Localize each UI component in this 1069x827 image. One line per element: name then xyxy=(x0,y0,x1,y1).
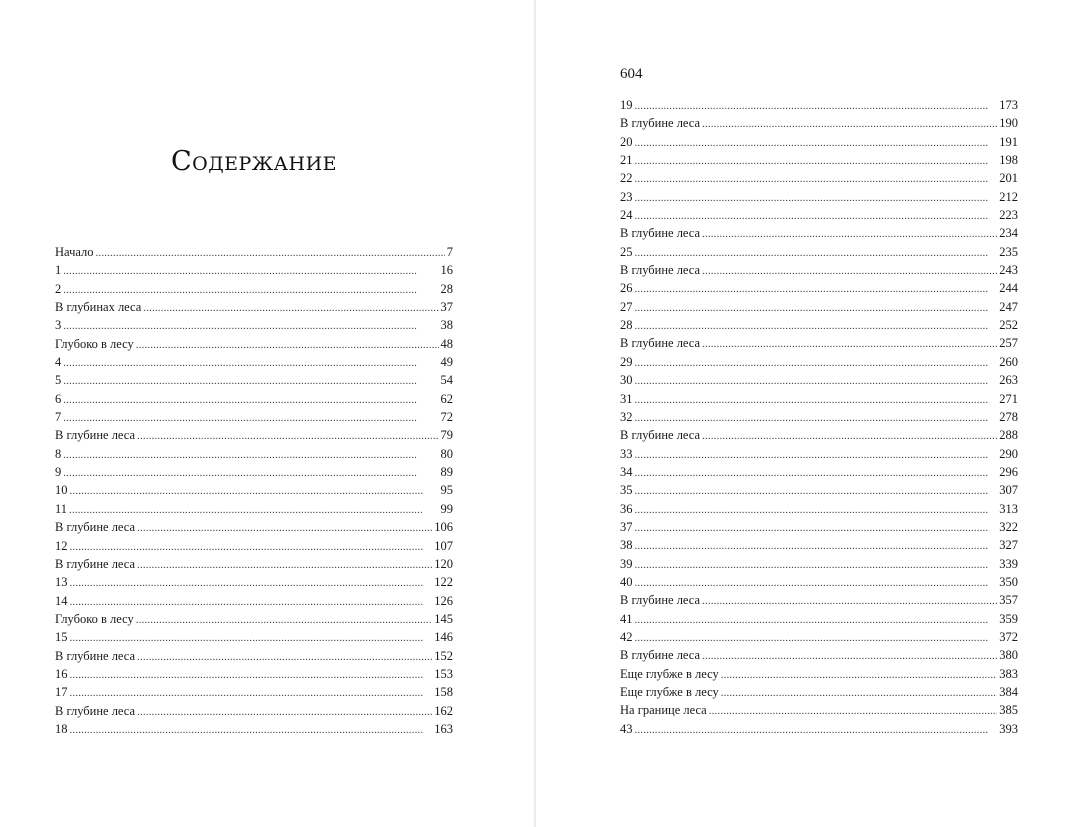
dot-leader xyxy=(635,134,998,152)
toc-entry xyxy=(620,224,1018,242)
toc-entry-title: В глубине леса xyxy=(620,648,701,663)
dot-leader xyxy=(721,684,998,702)
toc-entry xyxy=(55,243,453,261)
toc-entry-page: 247 xyxy=(999,299,1018,314)
dot-leader xyxy=(702,427,997,445)
toc-entry-title: 4 xyxy=(55,355,62,370)
dot-leader xyxy=(70,629,433,647)
toc-entry xyxy=(620,518,1018,536)
dot-leader xyxy=(63,372,438,390)
toc-entry xyxy=(55,610,453,628)
toc-entry xyxy=(620,445,1018,463)
toc-entry xyxy=(620,316,1018,334)
toc-entry-title: В глубине леса xyxy=(620,593,701,608)
dot-leader xyxy=(721,666,998,684)
toc-entry xyxy=(55,573,453,591)
dot-leader xyxy=(635,97,998,115)
toc-entry xyxy=(620,628,1018,646)
toc-entry xyxy=(620,665,1018,683)
toc-entry-page: 260 xyxy=(999,354,1018,369)
toc-entry-page: 278 xyxy=(999,409,1018,424)
toc-entry-page: 54 xyxy=(440,373,453,388)
toc-entry-title: 32 xyxy=(620,409,633,424)
toc-entry xyxy=(620,371,1018,389)
toc-entry xyxy=(620,188,1018,206)
dot-leader xyxy=(70,684,433,702)
dot-leader xyxy=(70,574,433,592)
toc-entry-page: 107 xyxy=(434,538,453,553)
toc-entry-page: 146 xyxy=(434,630,453,645)
toc-entry-page: 380 xyxy=(999,648,1018,663)
toc-entry-title: В глубинах леса xyxy=(55,300,142,315)
toc-entry xyxy=(55,592,453,610)
page-number: 604 xyxy=(620,66,643,82)
dot-leader xyxy=(635,244,998,262)
dot-leader xyxy=(635,721,998,739)
toc-entry-page: 296 xyxy=(999,464,1018,479)
toc-entry-title: Еще глубже в лесу xyxy=(620,666,719,681)
dot-leader xyxy=(635,189,998,207)
toc-entry-title: 31 xyxy=(620,391,633,406)
toc-entry-title: 21 xyxy=(620,153,633,168)
toc-entry-page: 191 xyxy=(999,134,1018,149)
toc-entry xyxy=(55,445,453,463)
toc-entry-page: 252 xyxy=(999,318,1018,333)
toc-entry-title: В глубине леса xyxy=(55,648,136,663)
toc-entry-title: 3 xyxy=(55,318,62,333)
toc-entry-page: 89 xyxy=(440,465,453,480)
dot-leader xyxy=(63,464,438,482)
toc-entry xyxy=(55,261,453,279)
toc-entry-title: 36 xyxy=(620,501,633,516)
toc-entry-page: 153 xyxy=(434,666,453,681)
toc-entry-page: 322 xyxy=(999,519,1018,534)
dot-leader xyxy=(709,702,998,720)
toc-entry-page: 163 xyxy=(434,721,453,736)
toc-entry-page: 79 xyxy=(440,428,453,443)
toc-entry-title: В глубине леса xyxy=(55,556,136,571)
dot-leader xyxy=(635,537,998,555)
toc-entry-page: 350 xyxy=(999,574,1018,589)
toc-entry-title: 34 xyxy=(620,464,633,479)
dot-leader xyxy=(137,427,438,445)
toc-entry xyxy=(620,555,1018,573)
dot-leader xyxy=(137,703,432,721)
toc-entry xyxy=(55,518,453,536)
toc-entry-title: 29 xyxy=(620,354,633,369)
dot-leader xyxy=(70,482,439,500)
toc-entry-page: 384 xyxy=(999,685,1018,699)
toc-entry xyxy=(55,683,453,701)
toc-entry-title: В глубине леса xyxy=(55,520,136,535)
dot-leader xyxy=(63,409,438,427)
toc-entry xyxy=(620,151,1018,169)
toc-entry xyxy=(55,316,453,334)
toc-entry xyxy=(55,280,453,298)
toc-entry-title: В глубине леса xyxy=(620,116,701,131)
toc-entry xyxy=(620,536,1018,554)
toc-entry-title: 13 xyxy=(55,575,68,590)
dot-leader xyxy=(702,592,997,610)
toc-entry-page: 106 xyxy=(434,520,453,535)
toc-entry-page: 212 xyxy=(999,189,1018,204)
toc-entry-page: 385 xyxy=(999,703,1018,718)
toc-entry-title: 39 xyxy=(620,556,633,571)
dot-leader xyxy=(635,482,998,500)
toc-entry-page: 190 xyxy=(999,116,1018,131)
toc-entry xyxy=(620,298,1018,316)
toc-entry-page: 244 xyxy=(999,281,1018,296)
toc-entry-title: 38 xyxy=(620,538,633,553)
toc-title: Содержание xyxy=(170,146,338,177)
toc-entry xyxy=(620,133,1018,151)
toc-entry-page: 223 xyxy=(999,208,1018,223)
toc-entry xyxy=(620,334,1018,352)
toc-entry xyxy=(620,646,1018,664)
toc-entry-title: 43 xyxy=(620,721,633,736)
dot-leader xyxy=(136,336,439,354)
toc-entry xyxy=(620,683,1018,701)
toc-entry-page: 257 xyxy=(999,336,1018,351)
toc-entry-title: 17 xyxy=(55,685,68,700)
dot-leader xyxy=(635,207,998,225)
toc-entry-page: 313 xyxy=(999,501,1018,516)
toc-entry-title: 33 xyxy=(620,446,633,461)
toc-entry-page: 72 xyxy=(440,410,453,425)
dot-leader xyxy=(702,115,997,133)
toc-entry-page: 38 xyxy=(440,318,453,333)
toc-entry xyxy=(55,335,453,353)
toc-entry-title: 7 xyxy=(55,410,62,425)
dot-leader xyxy=(69,501,438,519)
toc-entry-page: 288 xyxy=(999,428,1018,443)
toc-entry-page: 243 xyxy=(999,263,1018,278)
dot-leader xyxy=(635,446,998,464)
toc-entry-page: 339 xyxy=(999,556,1018,571)
toc-entry xyxy=(55,665,453,683)
toc-entry-page: 126 xyxy=(434,593,453,608)
dot-leader xyxy=(635,629,998,647)
toc-entry-title: В глубине леса xyxy=(620,336,701,351)
toc-entry xyxy=(620,720,1018,738)
toc-entry xyxy=(55,426,453,444)
toc-entry-page: 263 xyxy=(999,373,1018,388)
toc-entry-page: 383 xyxy=(999,666,1018,681)
toc-entry-title: 12 xyxy=(55,538,68,553)
toc-entry-title: 42 xyxy=(620,629,633,644)
toc-entry-page: 16 xyxy=(440,263,453,278)
toc-entry-page: 357 xyxy=(999,593,1018,608)
dot-leader xyxy=(635,391,998,409)
toc-entry-title: 16 xyxy=(55,666,68,681)
dot-leader xyxy=(63,446,438,464)
toc-entry-title: 18 xyxy=(55,721,68,736)
toc-entry-page: 37 xyxy=(440,300,453,315)
toc-entry-title: 11 xyxy=(55,501,68,516)
toc-entry-title: В глубине леса xyxy=(620,263,701,278)
dot-leader xyxy=(63,281,438,299)
toc-entry-title: 20 xyxy=(620,134,633,149)
toc-entry-page: 173 xyxy=(999,98,1018,112)
toc-entry-title: 41 xyxy=(620,611,633,626)
toc-entry-title: Начало xyxy=(55,245,94,259)
toc-entry-title: Еще глубже в лесу xyxy=(620,685,719,699)
toc-entry xyxy=(55,647,453,665)
toc-entry-page: 393 xyxy=(999,721,1018,736)
toc-entry-title: Глубоко в лесу xyxy=(55,336,134,351)
toc-entry-title: 24 xyxy=(620,208,633,223)
toc-entry-page: 201 xyxy=(999,171,1018,186)
dot-leader xyxy=(635,611,998,629)
toc-entry-page: 234 xyxy=(999,226,1018,241)
toc-entry xyxy=(55,702,453,720)
dot-leader xyxy=(136,611,432,629)
toc-entry xyxy=(55,298,453,316)
toc-entry-page: 372 xyxy=(999,629,1018,644)
toc-entry-page: 120 xyxy=(434,556,453,571)
toc-entry-page: 62 xyxy=(440,391,453,406)
dot-leader xyxy=(70,721,433,739)
dot-leader xyxy=(635,280,998,298)
dot-leader xyxy=(137,648,432,666)
toc-entry-page: 359 xyxy=(999,611,1018,626)
toc-entry xyxy=(620,610,1018,628)
toc-entry-page: 48 xyxy=(440,336,453,351)
toc-entry xyxy=(55,500,453,518)
dot-leader xyxy=(635,409,998,427)
toc-list-left xyxy=(55,243,453,738)
toc-entry-page: 162 xyxy=(434,703,453,718)
dot-leader xyxy=(143,299,438,317)
toc-entry xyxy=(55,463,453,481)
toc-entry xyxy=(55,555,453,573)
dot-leader xyxy=(635,501,998,519)
dot-leader xyxy=(63,262,438,280)
toc-entry xyxy=(620,279,1018,297)
dot-leader xyxy=(635,464,998,482)
dot-leader xyxy=(70,666,433,684)
toc-entry xyxy=(620,243,1018,261)
toc-entry-page: 271 xyxy=(999,391,1018,406)
dot-leader xyxy=(635,574,998,592)
toc-entry-title: 28 xyxy=(620,318,633,333)
toc-entry-page: 80 xyxy=(440,446,453,461)
toc-entry xyxy=(620,390,1018,408)
toc-entry xyxy=(55,408,453,426)
dot-leader xyxy=(702,335,997,353)
toc-entry-page: 122 xyxy=(434,575,453,590)
toc-entry xyxy=(620,408,1018,426)
toc-entry xyxy=(620,114,1018,132)
toc-entry-title: 19 xyxy=(620,98,633,112)
toc-entry-title: 37 xyxy=(620,519,633,534)
toc-entry-title: В глубине леса xyxy=(620,226,701,241)
toc-entry-title: В глубине леса xyxy=(55,428,136,443)
toc-entry-title: 5 xyxy=(55,373,62,388)
toc-entry-title: 23 xyxy=(620,189,633,204)
dot-leader xyxy=(70,538,433,556)
toc-entry-page: 198 xyxy=(999,153,1018,168)
toc-entry xyxy=(55,390,453,408)
toc-entry-title: 6 xyxy=(55,391,62,406)
toc-entry xyxy=(620,353,1018,371)
toc-entry-page: 327 xyxy=(999,538,1018,553)
dot-leader xyxy=(96,244,445,262)
toc-entry-title: 22 xyxy=(620,171,633,186)
toc-entry-title: В глубине леса xyxy=(620,428,701,443)
toc-entry-page: 99 xyxy=(440,501,453,516)
toc-entry xyxy=(620,96,1018,114)
toc-entry-page: 152 xyxy=(434,648,453,663)
toc-entry-page: 49 xyxy=(440,355,453,370)
toc-entry xyxy=(55,481,453,499)
dot-leader xyxy=(70,593,433,611)
dot-leader xyxy=(702,262,997,280)
toc-entry-page: 158 xyxy=(434,685,453,700)
toc-entry xyxy=(620,481,1018,499)
toc-entry xyxy=(55,628,453,646)
toc-entry-title: 25 xyxy=(620,244,633,259)
dot-leader xyxy=(635,152,998,170)
dot-leader xyxy=(702,225,997,243)
toc-entry xyxy=(620,701,1018,719)
toc-entry xyxy=(620,463,1018,481)
dot-leader xyxy=(63,391,438,409)
toc-entry-page: 28 xyxy=(440,281,453,296)
toc-entry-title: 1 xyxy=(55,263,62,278)
toc-entry-page: 307 xyxy=(999,483,1018,498)
dot-leader xyxy=(635,170,998,188)
toc-entry xyxy=(55,353,453,371)
dot-leader xyxy=(137,556,432,574)
toc-entry xyxy=(620,573,1018,591)
toc-entry-title: 2 xyxy=(55,281,62,296)
toc-entry xyxy=(620,261,1018,279)
toc-entry-title: 14 xyxy=(55,593,68,608)
dot-leader xyxy=(137,519,432,537)
toc-entry-page: 235 xyxy=(999,244,1018,259)
dot-leader xyxy=(635,299,998,317)
toc-entry-page: 95 xyxy=(440,483,453,498)
toc-entry xyxy=(620,206,1018,224)
dot-leader xyxy=(635,317,998,335)
toc-entry xyxy=(620,591,1018,609)
toc-entry-title: 8 xyxy=(55,446,62,461)
toc-entry xyxy=(620,169,1018,187)
left-page xyxy=(0,0,534,827)
toc-entry-page: 290 xyxy=(999,446,1018,461)
toc-entry-title: 35 xyxy=(620,483,633,498)
toc-list-right xyxy=(620,96,1018,738)
toc-entry-page: 7 xyxy=(446,245,453,259)
dot-leader xyxy=(63,354,438,372)
toc-entry-title: 9 xyxy=(55,465,62,480)
toc-entry xyxy=(55,371,453,389)
dot-leader xyxy=(63,317,438,335)
dot-leader xyxy=(635,556,998,574)
toc-entry-title: Глубоко в лесу xyxy=(55,611,134,626)
dot-leader xyxy=(635,354,998,372)
toc-entry-page: 145 xyxy=(434,611,453,626)
toc-entry-title: 10 xyxy=(55,483,68,498)
toc-entry xyxy=(55,537,453,555)
toc-entry-title: 30 xyxy=(620,373,633,388)
toc-entry-title: 27 xyxy=(620,299,633,314)
dot-leader xyxy=(702,647,997,665)
toc-entry xyxy=(620,426,1018,444)
toc-entry-title: В глубине леса xyxy=(55,703,136,718)
toc-entry-title: На границе леса xyxy=(620,703,707,718)
dot-leader xyxy=(635,519,998,537)
toc-entry-title: 26 xyxy=(620,281,633,296)
toc-entry-title: 40 xyxy=(620,574,633,589)
toc-entry xyxy=(620,500,1018,518)
toc-entry-title: 15 xyxy=(55,630,68,645)
toc-entry xyxy=(55,720,453,738)
dot-leader xyxy=(635,372,998,390)
